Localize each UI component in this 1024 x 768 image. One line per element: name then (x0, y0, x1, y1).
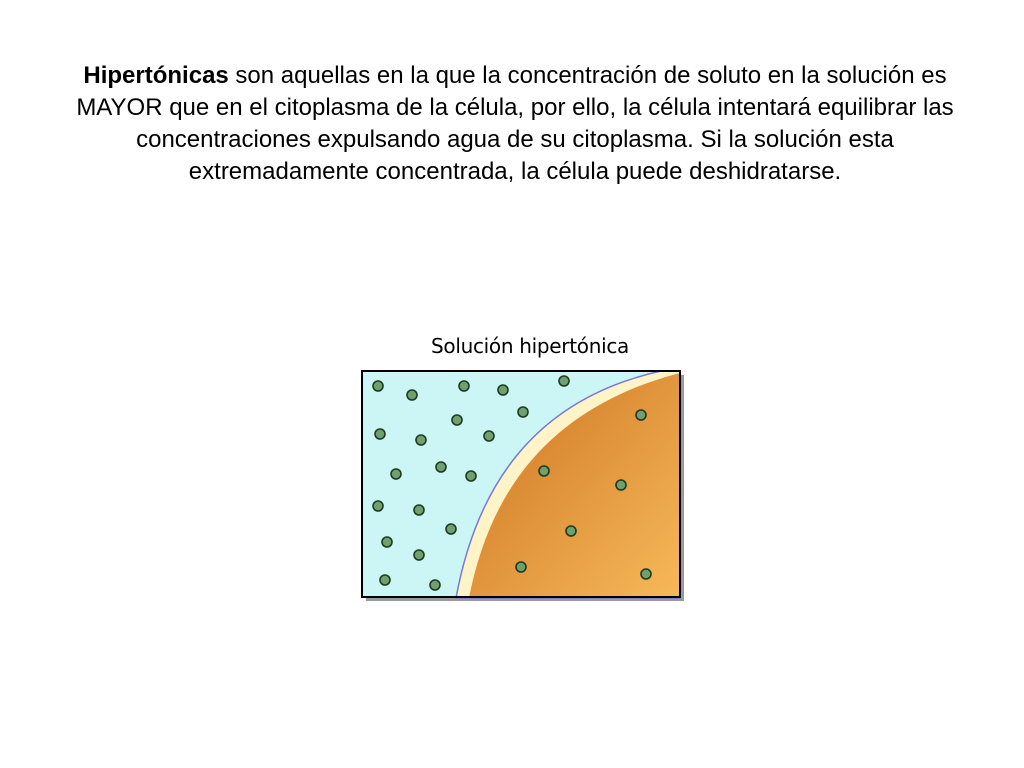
solute-particle-outside (459, 381, 469, 391)
solute-particle-outside (373, 501, 383, 511)
solute-particle-inside (566, 526, 576, 536)
solute-particle-outside (416, 435, 426, 445)
solute-particle-outside (430, 580, 440, 590)
definition-text: son aquellas en la que la concentración de soluto en la solución es MAYOR que en el citoplasma de la célula, por ello, la célula intentará equilibrar las concentraciones expulsando agua de su citoplasma. Si la solución esta extremadamente concentrada, la célula puede deshidratarse. (76, 62, 954, 185)
solute-particle-outside (452, 415, 462, 425)
hypertonic-solution-diagram (361, 370, 687, 603)
solute-particle-outside (407, 390, 417, 400)
figure-caption: Solución hipertónica (430, 334, 629, 358)
term-hipertonicas: Hipertónicas (83, 62, 229, 89)
solute-particle-outside (436, 462, 446, 472)
solute-particle-outside (414, 550, 424, 560)
solute-particle-outside (380, 575, 390, 585)
solute-particle-inside (641, 569, 651, 579)
solute-particle-outside (373, 381, 383, 391)
solute-particle-outside (466, 471, 476, 481)
solute-particle-outside (518, 407, 528, 417)
solute-particle-outside (414, 505, 424, 515)
solute-particle-inside (636, 410, 646, 420)
solute-particle-outside (375, 429, 385, 439)
solute-particle-inside (516, 562, 526, 572)
solute-particle-outside (498, 385, 508, 395)
solute-particle-outside (484, 431, 494, 441)
definition-paragraph (70, 60, 960, 188)
solute-particle-outside (382, 537, 392, 547)
solute-particle-outside (446, 524, 456, 534)
solute-particle-inside (616, 480, 626, 490)
solute-particle-inside (539, 466, 549, 476)
solute-particle-outside (559, 376, 569, 386)
solute-particle-outside (391, 469, 401, 479)
